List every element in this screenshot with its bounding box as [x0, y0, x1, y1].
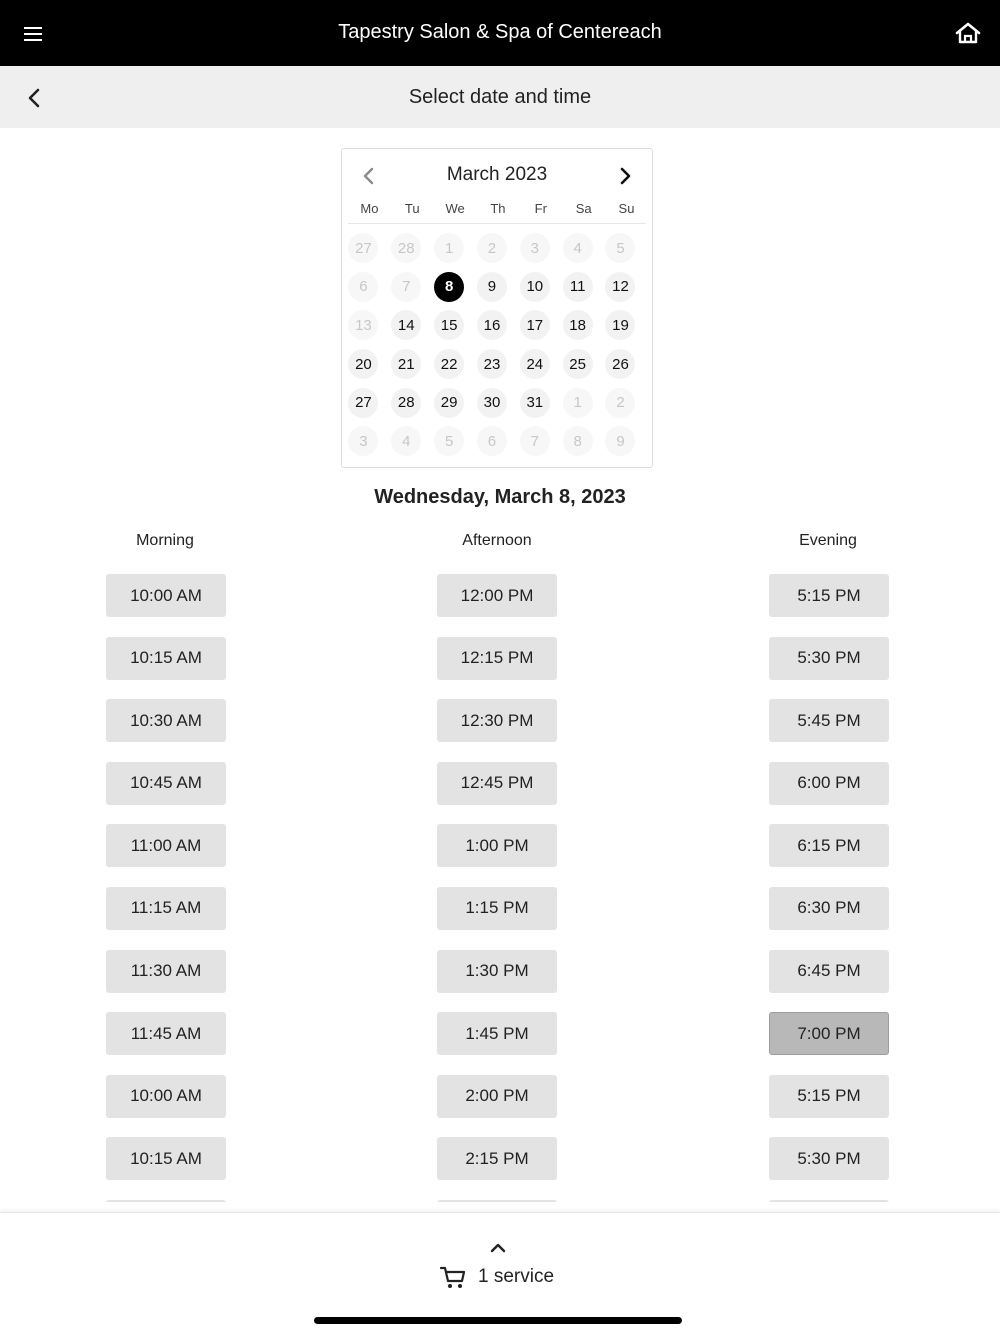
calendar-day-number: 25: [563, 349, 593, 379]
calendar-day[interactable]: [385, 345, 428, 384]
calendar-day-number: 26: [605, 349, 635, 379]
calendar-day[interactable]: [599, 345, 642, 384]
calendar-day-number: 16: [477, 310, 507, 340]
time-slot-button[interactable]: 2:00 PM: [437, 1075, 557, 1118]
calendar-day-selected[interactable]: [428, 268, 471, 307]
time-slot-button[interactable]: 6:30 PM: [769, 887, 889, 930]
calendar-day-number: 20: [348, 349, 378, 379]
calendar-day-number: 17: [520, 310, 550, 340]
time-slot-button[interactable]: 5:30 PM: [769, 637, 889, 680]
calendar-day[interactable]: [471, 345, 514, 384]
calendar-day-number: 6: [348, 272, 378, 302]
calendar-day-number: 28: [391, 233, 421, 263]
time-slot-button[interactable]: 11:00 AM: [106, 824, 226, 867]
afternoon-column-heading: Afternoon: [462, 532, 532, 549]
time-slot-button[interactable]: 12:00 PM: [437, 574, 557, 617]
calendar-day: [471, 229, 514, 268]
next-month-button[interactable]: [612, 163, 638, 189]
calendar-day-number: 7: [520, 426, 550, 456]
calendar-day-number: 29: [434, 388, 464, 418]
weekday-label: Fr: [534, 201, 547, 216]
home-icon: [950, 16, 986, 50]
calendar-day: [342, 268, 385, 307]
calendar-day[interactable]: [513, 306, 556, 345]
calendar-day[interactable]: [471, 306, 514, 345]
selected-date-label: Wednesday, March 8, 2023: [374, 486, 626, 508]
calendar-day-number: 12: [605, 272, 635, 302]
calendar-day-number: 13: [348, 310, 378, 340]
time-slot-button[interactable]: 11:30 AM: [106, 950, 226, 993]
calendar-day-number: 2: [605, 388, 635, 418]
calendar-day-number: 4: [563, 233, 593, 263]
calendar-day[interactable]: [428, 345, 471, 384]
calendar-day-number: 8: [563, 426, 593, 456]
time-slot-button[interactable]: 5:30 PM: [769, 1137, 889, 1180]
page-header: [0, 66, 1000, 128]
morning-column-heading: Morning: [136, 532, 194, 549]
calendar-day-number: 10: [520, 272, 550, 302]
time-slot-button[interactable]: 5:15 PM: [769, 1075, 889, 1118]
calendar-day: [342, 422, 385, 461]
calendar-day-number: 23: [477, 349, 507, 379]
time-slot-button[interactable]: 11:15 AM: [106, 887, 226, 930]
calendar-day[interactable]: [342, 383, 385, 422]
calendar-day[interactable]: [513, 268, 556, 307]
calendar-day: [385, 422, 428, 461]
calendar-day: [385, 268, 428, 307]
calendar-day: [513, 422, 556, 461]
calendar-day-number: 1: [563, 388, 593, 418]
chevron-right-icon: [612, 163, 638, 189]
time-slot-button[interactable]: 10:45 AM: [106, 762, 226, 805]
weekday-label: Th: [490, 201, 506, 216]
home-indicator: [314, 1317, 682, 1324]
calendar-day[interactable]: [428, 306, 471, 345]
calendar-day: [342, 306, 385, 345]
calendar-day: [471, 422, 514, 461]
weekday-label: Sa: [575, 201, 592, 216]
calendar-day: [428, 422, 471, 461]
cart-service-count: 1 service: [478, 1266, 555, 1287]
app-header: [0, 0, 1000, 66]
calendar-day-number: 24: [520, 349, 550, 379]
time-slot-button[interactable]: 10:30 AM: [106, 699, 226, 742]
calendar-day: [428, 229, 471, 268]
calendar-day: [556, 422, 599, 461]
time-slot-button[interactable]: [106, 1200, 226, 1202]
calendar-day-number: 27: [348, 388, 378, 418]
calendar-day[interactable]: [513, 345, 556, 384]
time-slot-button[interactable]: 12:30 PM: [437, 699, 557, 742]
calendar-day: [599, 422, 642, 461]
expand-cart-button[interactable]: [484, 1237, 512, 1257]
calendar-day-number: 6: [477, 426, 507, 456]
time-slot-button[interactable]: 2:15 PM: [437, 1137, 557, 1180]
calendar-day-number: 31: [520, 388, 550, 418]
calendar-day-number: 3: [520, 233, 550, 263]
afternoon-time-slots: [437, 574, 557, 1202]
calendar-day[interactable]: [556, 268, 599, 307]
calendar-day: [342, 229, 385, 268]
calendar-day-number: 22: [434, 349, 464, 379]
calendar-day[interactable]: [599, 306, 642, 345]
cart-summary-bar: [0, 1212, 1000, 1334]
time-slot-button[interactable]: 5:45 PM: [769, 699, 889, 742]
calendar-day-number: 9: [477, 272, 507, 302]
calendar-day: [385, 229, 428, 268]
time-slot-button[interactable]: 10:15 AM: [106, 637, 226, 680]
app-title: Tapestry Salon & Spa of Centereach: [338, 21, 662, 43]
calendar-day-number: 30: [477, 388, 507, 418]
calendar-day-number: 8: [434, 272, 464, 302]
time-slot-button[interactable]: 6:00 PM: [769, 762, 889, 805]
calendar-day-number: 5: [605, 233, 635, 263]
calendar-day: [556, 229, 599, 268]
time-slot-button[interactable]: 1:45 PM: [437, 1012, 557, 1055]
time-slot-button[interactable]: 5:15 PM: [769, 574, 889, 617]
weekday-label: Su: [618, 201, 635, 216]
time-slot-button[interactable]: 6:45 PM: [769, 950, 889, 993]
calendar-day-number: 18: [563, 310, 593, 340]
calendar-day: [599, 229, 642, 268]
time-slot-button[interactable]: 10:15 AM: [106, 1137, 226, 1180]
evening-time-slots: [769, 574, 889, 1202]
time-slot-button[interactable]: 1:30 PM: [437, 950, 557, 993]
calendar-day-number: 28: [391, 388, 421, 418]
calendar-day[interactable]: [556, 345, 599, 384]
home-button[interactable]: [950, 16, 986, 50]
calendar-day-number: 21: [391, 349, 421, 379]
calendar-header: [342, 159, 652, 191]
calendar-day: [513, 229, 556, 268]
calendar-day-number: 3: [348, 426, 378, 456]
date-picker-calendar: [341, 148, 653, 468]
time-slot-button[interactable]: [437, 1200, 557, 1202]
calendar-day: [599, 383, 642, 422]
calendar-day-number: 14: [391, 310, 421, 340]
calendar-day-number: 5: [434, 426, 464, 456]
time-slot-button[interactable]: 1:15 PM: [437, 887, 557, 930]
weekday-header-row: [348, 201, 648, 216]
calendar-day-number: 9: [605, 426, 635, 456]
calendar-day-number: 19: [605, 310, 635, 340]
calendar-day[interactable]: [471, 268, 514, 307]
calendar-month-label: March 2023: [446, 164, 548, 185]
calendar-day[interactable]: [599, 268, 642, 307]
calendar-day-number: 1: [434, 233, 464, 263]
time-slot-button[interactable]: 10:00 AM: [106, 1075, 226, 1118]
time-slot-selected[interactable]: 7:00 PM: [769, 1012, 889, 1055]
calendar-day-number: 15: [434, 310, 464, 340]
cart-summary-button[interactable]: [438, 1263, 554, 1291]
chevron-up-icon: [484, 1237, 512, 1257]
weekday-label: Tu: [404, 201, 420, 216]
time-slot-button[interactable]: [769, 1200, 889, 1202]
calendar-day-grid: [342, 229, 652, 461]
calendar-day-number: 7: [391, 272, 421, 302]
calendar-day[interactable]: [428, 383, 471, 422]
calendar-day[interactable]: [385, 306, 428, 345]
calendar-day-number: 11: [563, 272, 593, 302]
time-slot-button[interactable]: 12:15 PM: [437, 637, 557, 680]
page-title: Select date and time: [408, 86, 592, 108]
calendar-day[interactable]: [513, 383, 556, 422]
calendar-day[interactable]: [471, 383, 514, 422]
weekday-label: Mo: [360, 201, 379, 216]
calendar-day[interactable]: [385, 383, 428, 422]
calendar-day-number: 2: [477, 233, 507, 263]
morning-time-slots: [106, 574, 226, 1202]
calendar-day-number: 4: [391, 426, 421, 456]
calendar-divider: [348, 223, 646, 224]
time-slot-button[interactable]: 6:15 PM: [769, 824, 889, 867]
time-slot-button[interactable]: 11:45 AM: [106, 1012, 226, 1055]
evening-column-heading: Evening: [799, 532, 857, 549]
time-slot-button[interactable]: 12:45 PM: [437, 762, 557, 805]
calendar-day[interactable]: [342, 345, 385, 384]
calendar-day-number: 27: [348, 233, 378, 263]
weekday-label: We: [445, 201, 465, 216]
time-slot-button[interactable]: 1:00 PM: [437, 824, 557, 867]
calendar-day: [556, 383, 599, 422]
calendar-day[interactable]: [556, 306, 599, 345]
time-slot-button[interactable]: 10:00 AM: [106, 574, 226, 617]
cart-icon: [438, 1263, 468, 1291]
